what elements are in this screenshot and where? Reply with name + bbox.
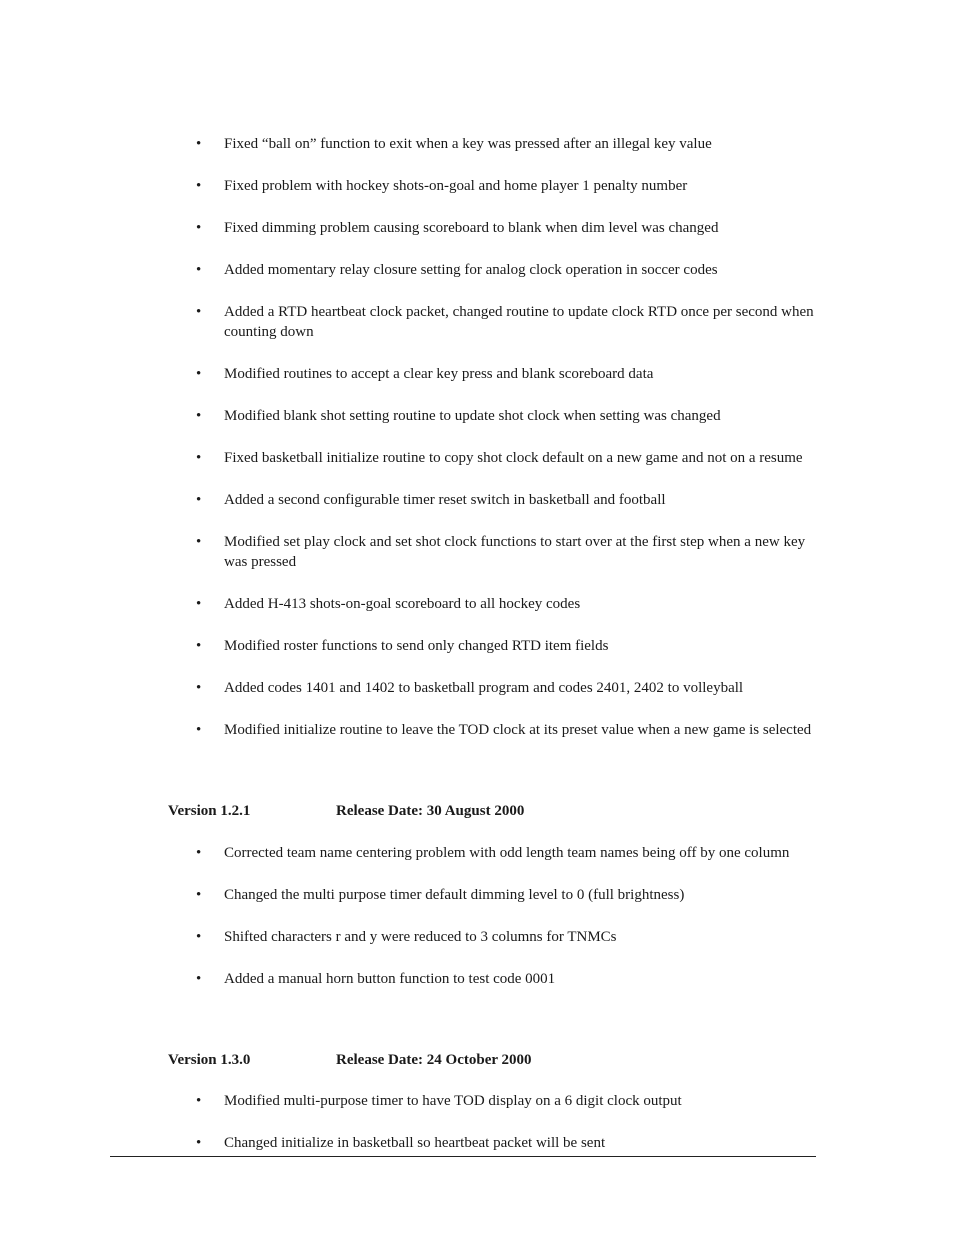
bullet-icon: •	[196, 887, 202, 903]
list-item	[196, 134, 816, 154]
changelog-list-previous	[196, 134, 816, 740]
list-item-text: Added a second configurable timer reset switch in basketball and football	[224, 492, 666, 508]
list-item-text: Modified blank shot setting routine to update shot clock when setting was changed	[224, 408, 721, 424]
list-item	[196, 302, 816, 342]
changelog-list-1-3-0	[196, 1091, 816, 1153]
bullet-icon: •	[196, 450, 202, 466]
bullet-icon: •	[196, 492, 202, 508]
footer-divider	[110, 1156, 816, 1157]
bullet-icon: •	[196, 304, 202, 320]
list-item-text: Changed the multi purpose timer default dimming level to 0 (full brightness)	[224, 887, 685, 903]
list-item	[196, 969, 816, 989]
list-item-text: Added H-413 shots-on-goal scoreboard to all hockey codes	[224, 596, 581, 612]
list-item-text: Fixed basketball initialize routine to copy shot clock default on a new game and not on a resume	[224, 450, 803, 466]
list-item-text: Added a RTD heartbeat clock packet, changed routine to update clock RTD once per second when counting down	[224, 304, 814, 340]
bullet-icon: •	[196, 929, 202, 945]
release-date: Release Date: 30 August 2000	[336, 803, 525, 819]
list-item	[196, 490, 816, 510]
list-item-text: Added a manual horn button function to test code 0001	[224, 971, 556, 987]
bullet-icon: •	[196, 408, 202, 424]
changelog-list-1-2-1	[196, 843, 816, 989]
list-item-text: Fixed dimming problem causing scoreboard to blank when dim level was changed	[224, 220, 719, 236]
bullet-icon: •	[196, 366, 202, 382]
bullet-icon: •	[196, 971, 202, 987]
bullet-icon: •	[196, 136, 202, 152]
list-item-text: Modified set play clock and set shot clock functions to start over at the first step when a new key was pressed	[224, 534, 806, 570]
list-item-text: Changed initialize in basketball so heartbeat packet will be sent	[224, 1135, 606, 1151]
list-item	[196, 532, 816, 572]
list-item-text: Modified multi-purpose timer to have TOD display on a 6 digit clock output	[224, 1093, 682, 1109]
list-item	[196, 218, 816, 238]
bullet-icon: •	[196, 1135, 202, 1151]
list-item	[196, 720, 816, 740]
list-item-text: Corrected team name centering problem with odd length team names being off by one column	[224, 845, 790, 861]
bullet-icon: •	[196, 534, 202, 550]
list-item	[196, 927, 816, 947]
bullet-icon: •	[196, 220, 202, 236]
bullet-icon: •	[196, 178, 202, 194]
bullet-icon: •	[196, 845, 202, 861]
version-heading-1-3-0	[168, 1050, 532, 1070]
release-date: Release Date: 24 October 2000	[336, 1052, 532, 1068]
list-item	[196, 594, 816, 614]
list-item	[196, 364, 816, 384]
list-item	[196, 885, 816, 905]
list-item	[196, 448, 816, 468]
list-item-text: Fixed “ball on” function to exit when a key was pressed after an illegal key value	[224, 136, 712, 152]
list-item	[196, 406, 816, 426]
list-item-text: Fixed problem with hockey shots-on-goal and home player 1 penalty number	[224, 178, 688, 194]
list-item	[196, 678, 816, 698]
version-number: Version 1.3.0	[168, 1052, 251, 1068]
list-item	[196, 1091, 816, 1111]
list-item	[196, 176, 816, 196]
list-item-text: Shifted characters r and y were reduced to 3 columns for TNMCs	[224, 929, 617, 945]
list-item-text: Added momentary relay closure setting for analog clock operation in soccer codes	[224, 262, 718, 278]
list-item-text: Modified roster functions to send only changed RTD item fields	[224, 638, 609, 654]
bullet-icon: •	[196, 596, 202, 612]
bullet-icon: •	[196, 680, 202, 696]
list-item	[196, 843, 816, 863]
bullet-icon: •	[196, 722, 202, 738]
bullet-icon: •	[196, 638, 202, 654]
list-item-text: Added codes 1401 and 1402 to basketball program and codes 2401, 2402 to volleyball	[224, 680, 744, 696]
list-item-text: Modified initialize routine to leave the TOD clock at its preset value when a new game is selected	[224, 722, 812, 738]
list-item	[196, 636, 816, 656]
list-item-text: Modified routines to accept a clear key press and blank scoreboard data	[224, 366, 654, 382]
version-number: Version 1.2.1	[168, 803, 251, 819]
version-heading-1-2-1	[168, 801, 524, 821]
bullet-icon: •	[196, 262, 202, 278]
bullet-icon: •	[196, 1093, 202, 1109]
list-item	[196, 1133, 816, 1153]
list-item	[196, 260, 816, 280]
